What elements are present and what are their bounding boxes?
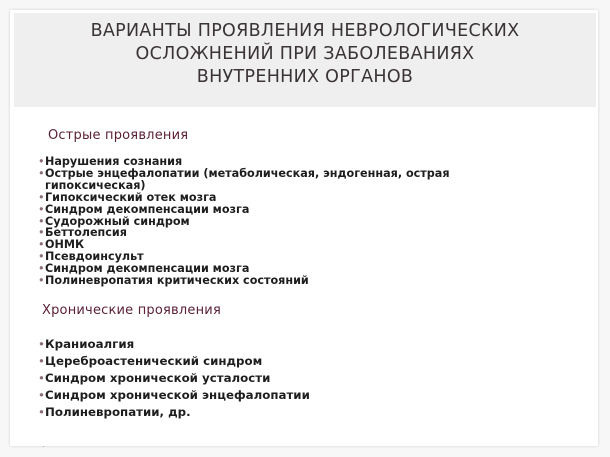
list-item [38,227,450,239]
list-item-text: Полиневропатия критических состояний [45,274,309,288]
title-line-3: ВНУТРЕННИХ ОРГАНОВ [196,67,414,87]
list-item-text: Гипоксический отек мозга [45,190,217,204]
list-item [38,404,310,421]
list-item-text: Синдром декомпенсации мозга [45,202,250,216]
bullet-icon: • [38,166,45,180]
bullet-icon: • [38,190,45,204]
bullet-icon: • [38,371,45,385]
list-item-text: Полиневропатии, др. [45,405,191,419]
list-item-text: Беттолепсия [45,226,127,240]
list-item-text: Острые энцефалопатии (метаболическая, эндогенная, острая [45,166,450,180]
list-item-text: ОНМК [45,238,85,252]
list-item [38,370,310,387]
list-item-text: Синдром хронической усталости [45,371,271,385]
bullet-icon: • [38,155,45,168]
list-item-text: Цереброастенический синдром [45,354,263,368]
list-item-text: Нарушения сознания [45,155,183,168]
bullet-icon: • [38,202,45,216]
bullet-icon: • [38,262,45,276]
bullet-icon: • [38,226,45,240]
list-item [38,353,310,370]
bullet-icon: • [38,388,45,402]
list-item [38,275,450,287]
chronic-list [38,336,310,421]
slide-title [14,20,596,89]
bullet-icon: • [38,274,45,288]
list-item-text: Синдром декомпенсации мозга [45,262,250,276]
title-line-2: ОСЛОЖНЕНИЙ ПРИ ЗАБОЛЕВАНИЯХ [135,44,475,64]
list-item-text: гипоксическая) [45,178,146,192]
bullet-icon: • [38,354,45,368]
footer-mark: . [42,440,45,449]
acute-section-header: Острые проявления [48,128,189,143]
list-item [38,387,310,404]
bullet-icon: • [38,238,45,252]
list-item-text: Судорожный синдром [45,214,190,228]
list-item-text: Синдром хронической энцефалопатии [45,388,310,402]
bullet-icon: • [38,405,45,419]
list-item-text: Краниоалгия [45,337,135,351]
title-line-1: ВАРИАНТЫ ПРОЯВЛЕНИЯ НЕВРОЛОГИЧЕСКИХ [90,21,520,41]
bullet-icon: • [38,250,45,264]
chronic-section-header: Хронические проявления [42,303,221,318]
bullet-icon: • [38,214,45,228]
list-item [38,336,310,353]
acute-list [38,156,450,287]
list-item-text: Псевдоинсульт [45,250,144,264]
bullet-icon: • [38,337,45,351]
